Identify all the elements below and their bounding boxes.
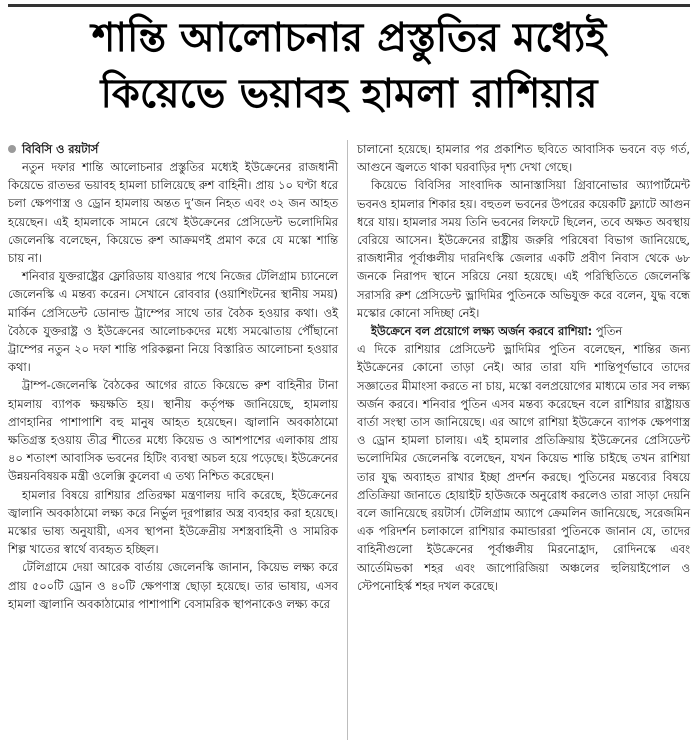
paragraph: ট্রাম্প-জেলেনস্কি বৈঠকের আগের রাতে কিয়েভে রুশ বাহিনীর টানা হামলায় ব্যাপক ক্ষয়ক্ষতি হয়। স্থানীয় কর্তৃপক্ষ জানিয়েছে, হামলায় প্রাণহানির পাশাপাশি বহু মানুষ আহত হয়েছেন। জ্বালানি অবকাঠামো ক্ষতিগ্রস্ত হওয়ায় তীব্র শীতের মধ্যে কিয়েভ ও আশপাশের এলাকায় প্রায় ৪০ শতাংশ আবাসিক ভবনের হিটিং ব্যবস্থা অচল হয়ে পড়েছে। ইউক্রেনের উন্নয়নবিষয়ক মন্ত্রী ওলেক্সি কুলেবা এ তথ্য নিশ্চিত করেছেন। bbox=[8, 378, 338, 484]
subhead-text: ইউক্রেনে বল প্রয়োগে লক্ষ্য অর্জন করবে রাশিয়া: bbox=[371, 324, 593, 339]
paragraph: হামলার বিষয়ে রাশিয়ার প্রতিরক্ষা মন্ত্রণালয় দাবি করেছে, ইউক্রেনের জ্বালানি অবকাঠামো লক্ষ্য করে নির্ভুল দূরপাল্লার অস্ত্র ব্যবহার করা হয়েছে। মস্কোর ভাষ্য অনুযায়ী, এসব স্থাপনা ইউক্রেন্রীয় সশস্ত্রবাহিনী ও সামরিক শিল্প খাতের স্বার্থে ব্যবহৃত হচ্ছিল। bbox=[8, 487, 338, 557]
paragraph: টেলিগ্রামে দেয়া আরেক বার্তায় জেলেনস্কি জানান, কিয়েভ লক্ষ্য করে প্রায় ৫০০টি ড্রোন ও ৪০টি ক্ষেপণাস্ত্র ছোড়া হয়েছে। তার ভাষায়, এসব হামলা জ্বালানি অবকাঠামোর পাশাপাশি বেসামরিক স্থাপনাকেও লক্ষ্য করে bbox=[8, 560, 338, 611]
subhead bbox=[357, 322, 690, 340]
headline-line-1: শান্তি আলোচনার প্রস্তুতির মধ্যেই bbox=[91, 15, 607, 61]
top-rule bbox=[8, 4, 690, 7]
byline bbox=[8, 140, 338, 158]
bullet-icon bbox=[8, 145, 16, 153]
paragraph: শনিবার যুক্তরাষ্ট্রের ফ্লোরিডায় যাওয়ার পথে নিজের টেলিগ্রাম চ্যানেলে জেলেনস্কি এ মন্তব্য করেন। সেখানে রোববার (ওয়াশিংটনের স্থানীয় সময়) মার্কিন প্রেসিডেন্ট ডোনাল্ড ট্রাম্পের সাথে তার বৈঠক হওয়ার কথা। ওই বৈঠকে যুক্তরাষ্ট্র ও ইউক্রেনের আলোচকদের মধ্যে সমঝোতায় পৌঁছানো ট্রাম্পের নতুন ২০ দফা শান্তি পরিকল্পনা নিয়ে বিস্তারিত আলোচনা হওয়ার কথা। bbox=[8, 269, 338, 375]
byline-text: বিবিসি ও রয়টার্স bbox=[22, 142, 99, 156]
subhead-tail: পুতিন bbox=[592, 324, 623, 339]
column-divider bbox=[347, 140, 348, 740]
paragraph: নতুন দফার শান্তি আলোচনার প্রস্তুতির মধ্যেই ইউক্রেনের রাজধানী কিয়েভে রাতভর ভয়াবহ হামলা চালিয়েছে রুশ বাহিনী। প্রায় ১০ ঘণ্টা ধরে চলা ক্ষেপণাস্ত্র ও ড্রোন হামলায় অন্তত দু’জন নিহত এবং ৩২ জন আহত হয়েছেন। এই হামলাকে সামনে রেখে ইউক্রেনের প্রেসিডেন্ট ভলোদিমির জেলেনস্কি বলেছেন, কিয়েভে রুশ আক্রমণই প্রমাণ করে যে মস্কো শান্তি চায় না। bbox=[8, 160, 338, 266]
paragraph: চালানো হয়েছে। হামলার পর প্রকাশিত ছবিতে আবাসিক ভবনে বড় গর্ত, আগুনে জ্বলতে থাকা ঘরবাড়ির দৃশ্য দেখা গেছে। bbox=[357, 142, 690, 175]
headline bbox=[0, 10, 698, 122]
paragraph: কিয়েভে বিবিসির সাংবাদিক আনাস্তাসিয়া গ্রিবানোভার অ্যাপার্টমেন্ট ভবনও হামলার শিকার হয়। বহুতল ভবনের উপরের কয়েকটি ফ্ল্যাটে আগুন ধরে যায়। হামলার সময় তিনি ভবনের লিফটে ছিলেন, তবে অক্ষত অবস্থায় বেরিয়ে আসেন। ইউক্রেনের রাষ্ট্রীয় জরুরি পরিষেবা বিভাগ জানিয়েছে, রাজধানীর পূর্বাঞ্চলীয় দারনিৎস্কি জেলার একটি প্রবীণ নিবাস থেকে ৬৮ জনকে নিরাপদ স্থানে সরিয়ে নেয়া হয়েছে। এই পরিস্থিতিতে জেলেনস্কি সরাসরি রুশ প্রেসিডেন্ট ভ্লাদিমির পুতিনকে অভিযুক্ত করে বলেন, যুদ্ধ বন্ধে মস্কোর কোনো সদিচ্ছা নেই। bbox=[357, 178, 690, 320]
headline-line-2: কিয়েভে ভয়াবহ হামলা রাশিয়ার bbox=[100, 71, 598, 117]
article-column-left bbox=[8, 140, 338, 613]
paragraph: এ দিকে রাশিয়ার প্রেসিডেন্ট ভ্লাদিমির পুতিন বলেছেন, শান্তির জন্য ইউক্রেনের কোনো তাড়া নেই। আর তারা যদি শান্তিপূর্ণভাবে তাদের সজ্ঞাতের মীমাংসা করতে না চায়, মস্কো বলপ্রয়োগের মাধ্যমে তার সব লক্ষ্য অর্জন করবে। শনিবার পুতিন এসব মন্তব্য করেছেন বলে রাশিয়ার রাষ্ট্রায়ত্ত বার্তা সংস্থা তাস জানিয়েছে। এর আগে রাশিয়া ইউক্রেনে ব্যাপক ক্ষেপণাস্ত্র ও ড্রোন হামলা চালায়। এই হামলার প্রতিক্রিয়ায় ইউক্রেনের প্রেসিডেন্ট ভলোদিমির জেলেনস্কি বলেছেন, যখন কিয়েভ শান্তি চাইছে তখন রাশিয়া তার যুদ্ধ অব্যাহত রাখার ইচ্ছা প্রদর্শন করছে। পুতিনের মন্তব্যের বিষয়ে প্রতিক্রিয়া জানাতে হোয়াইট হাউজকে অনুরোধ করলেও তারা সাড়া দেয়নি বলে জানিয়েছে রয়টার্স। টেলিগ্রাম অ্যাপে ক্রেমলিন জানিয়েছে, সরেজমিন এক পরিদর্শন চলাকালে রাশিয়ার কমান্ডাররা পুতিনকে জানান যে, তাদের বাহিনীগুলো ইউক্রেনের পূর্বাঞ্চলীয় মিরনোহ্রাদ, রোদিনস্কে এবং আর্তেমিভকা শহর এবং জাপোরিজিয়া অঞ্চলের হুলিয়াইপোল ও স্টেপনোহির্স্ক শহর দখল করেছে। bbox=[357, 342, 690, 593]
article-column-right bbox=[357, 140, 690, 595]
